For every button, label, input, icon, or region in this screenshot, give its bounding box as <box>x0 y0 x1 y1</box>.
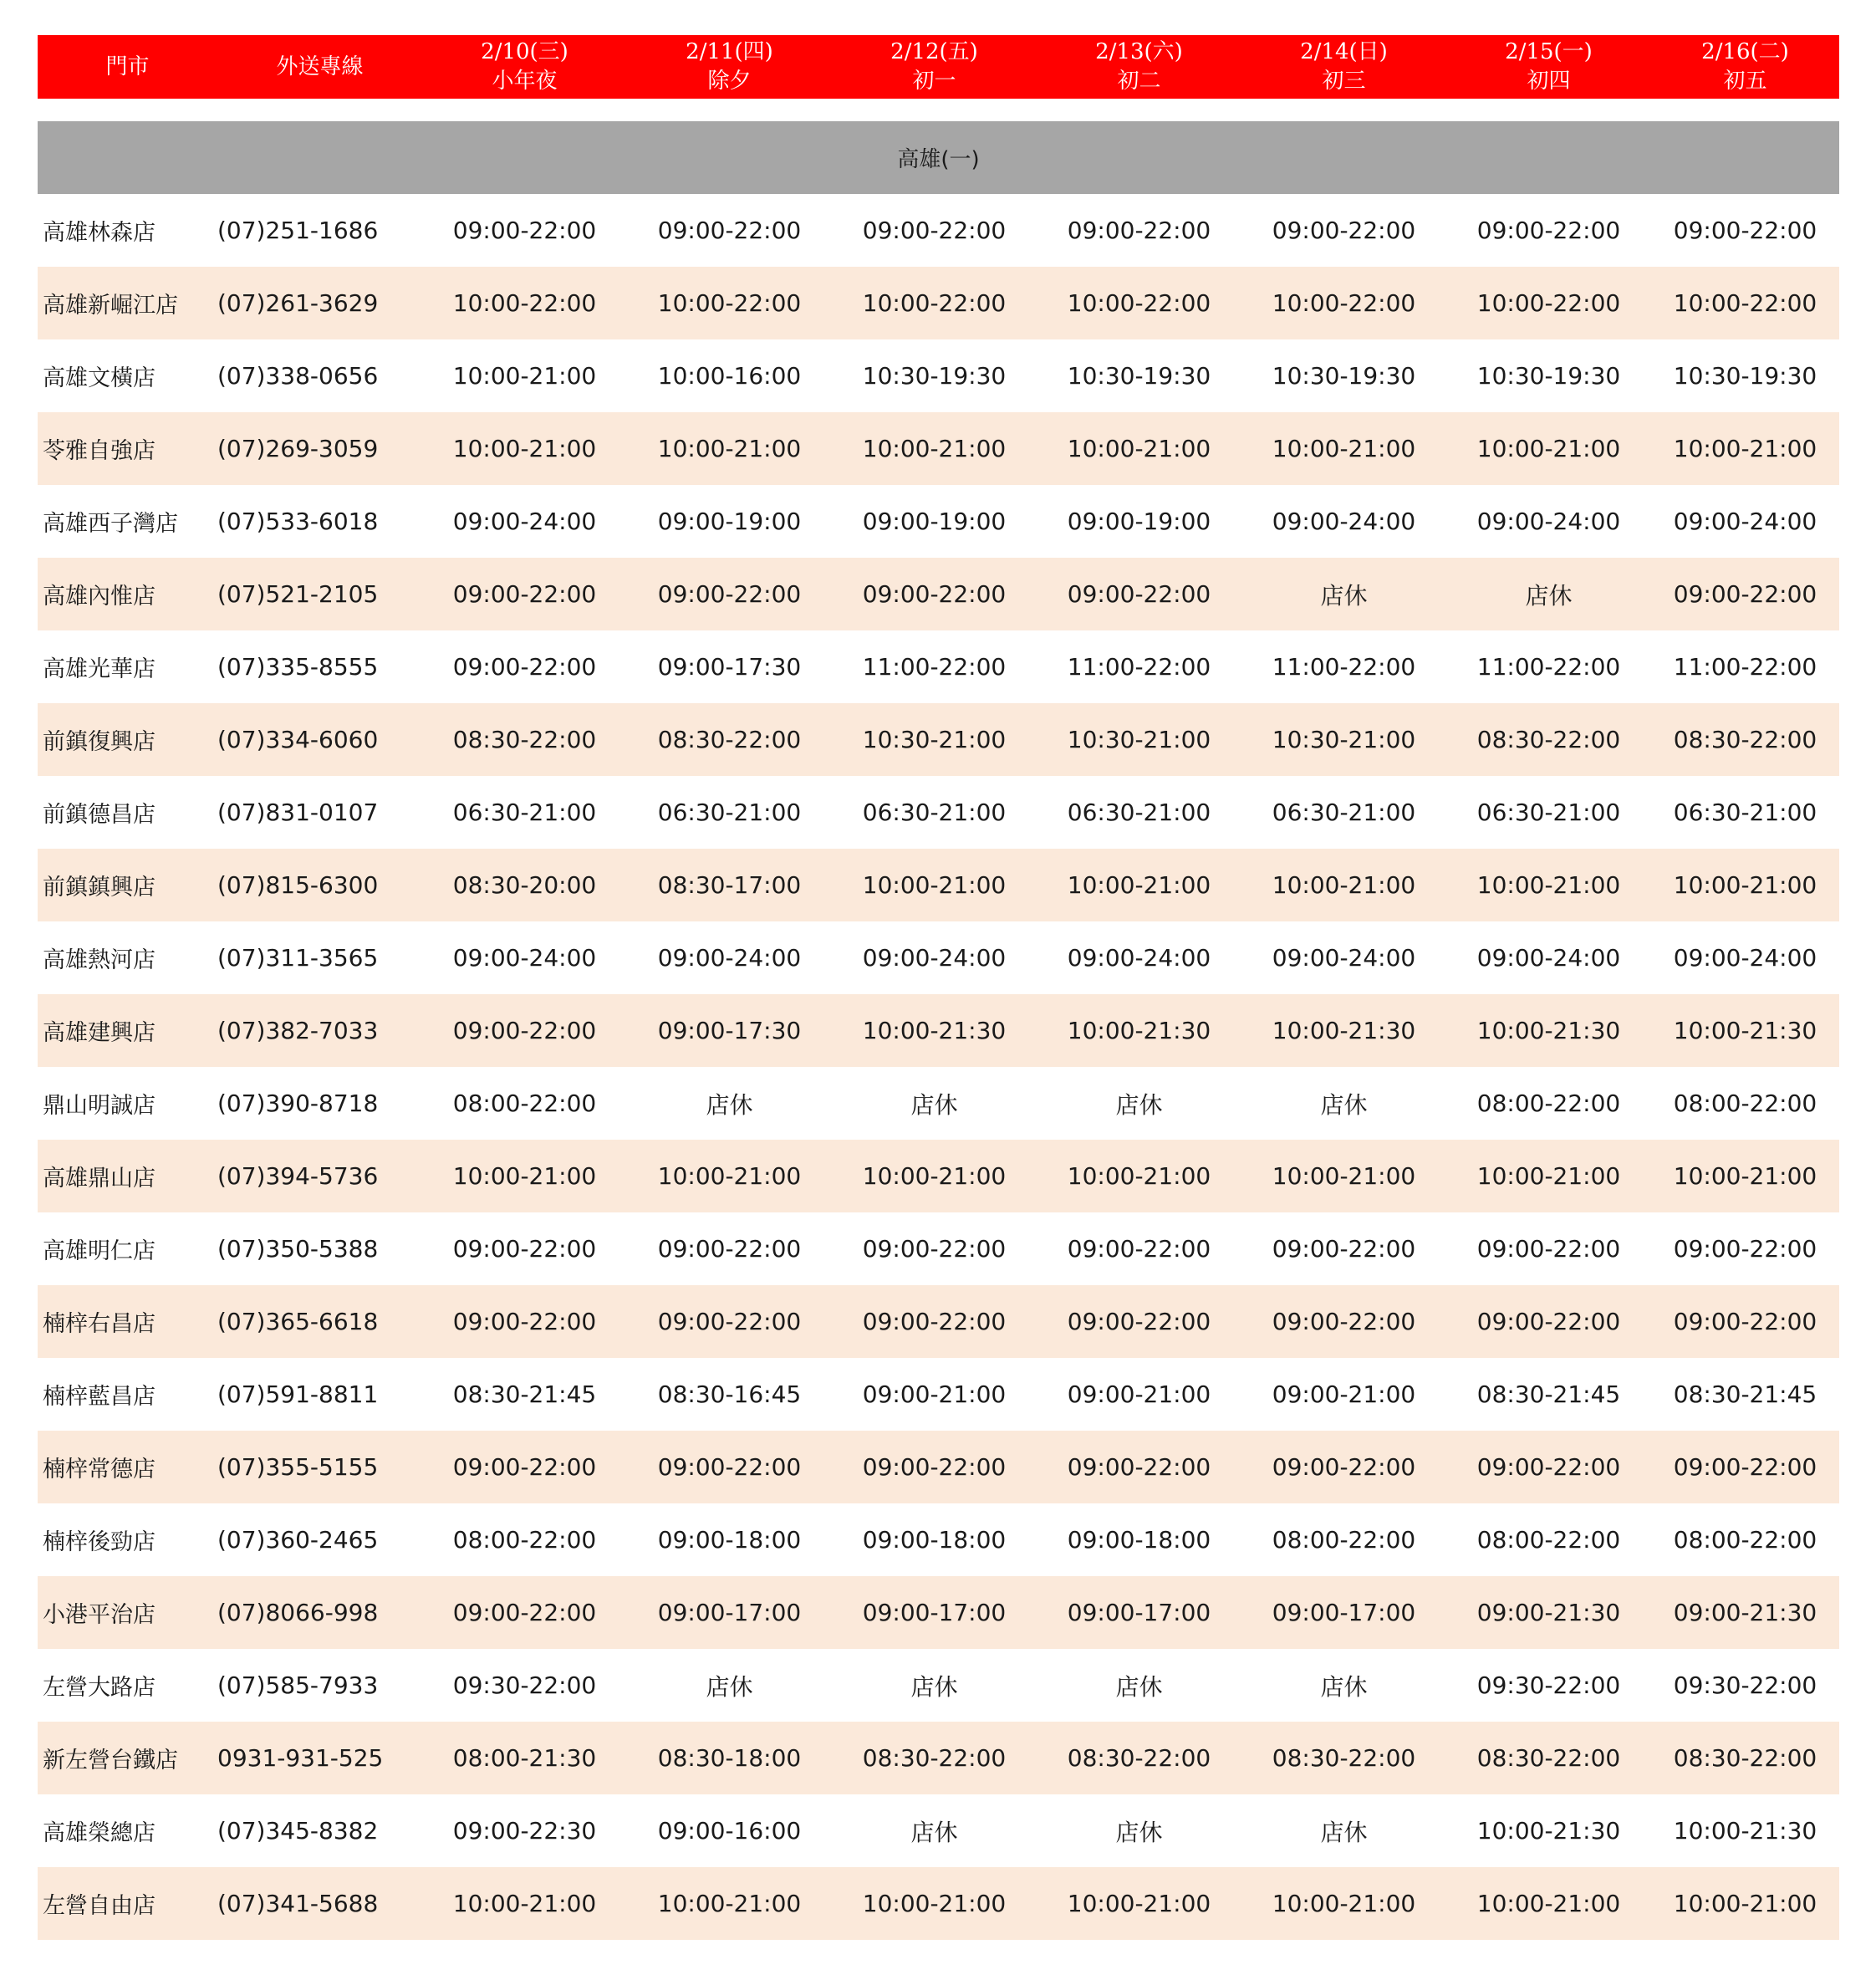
opening-hours: 09:00-22:00 <box>452 1453 597 1481</box>
opening-hours: 10:00-22:00 <box>1067 289 1211 317</box>
delivery-phone: (07)382-7033 <box>217 1017 379 1044</box>
opening-hours: 08:30-22:00 <box>1476 726 1621 753</box>
header-day <box>1651 35 1839 99</box>
table-row <box>38 194 1839 267</box>
delivery-phone: (07)394-5736 <box>217 1162 379 1190</box>
opening-hours: 10:00-21:00 <box>862 871 1007 899</box>
opening-hours: 09:00-18:00 <box>862 1526 1007 1554</box>
table-row <box>38 1358 1839 1431</box>
header-day-date: 2/11(四) <box>686 39 773 64</box>
opening-hours: 09:00-18:00 <box>657 1526 802 1554</box>
store-name: 左營自由店 <box>43 1893 155 1919</box>
opening-hours: 10:00-21:30 <box>1272 1017 1416 1044</box>
table-header <box>38 35 1839 99</box>
opening-hours: 09:00-22:00 <box>862 1235 1007 1263</box>
opening-hours: 10:00-21:30 <box>1067 1017 1211 1044</box>
opening-hours: 09:00-22:00 <box>452 1017 597 1044</box>
store-name: 前鎮德昌店 <box>43 802 155 828</box>
opening-hours: 10:00-21:00 <box>1673 1890 1817 1917</box>
opening-hours: 09:00-17:00 <box>1067 1599 1211 1626</box>
opening-hours: 09:00-22:00 <box>1476 217 1621 244</box>
delivery-phone: (07)591-8811 <box>217 1380 379 1408</box>
opening-hours: 09:00-22:00 <box>1673 1235 1817 1263</box>
opening-hours: 09:00-22:00 <box>1673 580 1817 608</box>
delivery-phone: (07)360-2465 <box>217 1526 379 1554</box>
opening-hours: 10:00-21:00 <box>1272 1890 1416 1917</box>
opening-hours: 09:00-22:00 <box>657 1453 802 1481</box>
opening-hours: 10:00-22:00 <box>1476 289 1621 317</box>
header-day-label: 除夕 <box>707 69 752 94</box>
opening-hours: 08:30-22:00 <box>657 726 802 753</box>
opening-hours: 08:30-22:00 <box>1673 1744 1817 1772</box>
opening-hours: 09:00-22:00 <box>862 580 1007 608</box>
opening-hours: 08:30-22:00 <box>1476 1744 1621 1772</box>
opening-hours: 08:30-17:00 <box>657 871 802 899</box>
delivery-phone: (07)350-5388 <box>217 1235 379 1263</box>
store-name: 高雄建興店 <box>43 1020 155 1046</box>
opening-hours: 店休 <box>1320 1672 1368 1701</box>
store-name: 高雄光華店 <box>43 656 155 682</box>
store-name: 前鎮鎮興店 <box>43 875 155 901</box>
header-day-label: 初二 <box>1117 69 1161 94</box>
opening-hours: 09:00-22:00 <box>1673 1453 1817 1481</box>
opening-hours: 09:00-22:00 <box>1067 217 1211 244</box>
opening-hours: 09:00-22:00 <box>1067 580 1211 608</box>
opening-hours: 10:00-21:00 <box>1476 1162 1621 1190</box>
opening-hours: 09:30-22:00 <box>452 1671 597 1699</box>
opening-hours: 09:00-24:00 <box>1673 508 1817 535</box>
opening-hours: 09:00-21:30 <box>1476 1599 1621 1626</box>
opening-hours: 10:30-19:30 <box>1067 362 1211 390</box>
opening-hours: 09:00-22:00 <box>1272 1308 1416 1335</box>
store-name: 楠梓右昌店 <box>43 1311 155 1337</box>
delivery-phone: (07)269-3059 <box>217 435 379 462</box>
opening-hours: 09:00-22:00 <box>657 580 802 608</box>
delivery-phone: (07)365-6618 <box>217 1308 379 1335</box>
opening-hours: 08:30-22:00 <box>452 726 597 753</box>
opening-hours: 10:00-21:00 <box>1272 1162 1416 1190</box>
opening-hours: 09:00-24:00 <box>1673 944 1817 972</box>
store-name: 高雄新崛江店 <box>43 293 178 319</box>
opening-hours: 09:00-17:00 <box>657 1599 802 1626</box>
header-day-date: 2/13(六) <box>1095 39 1183 64</box>
table-row <box>38 412 1839 485</box>
store-name: 楠梓後勁店 <box>43 1529 155 1555</box>
header-day-date: 2/16(二) <box>1701 39 1789 64</box>
opening-hours: 10:30-19:30 <box>1476 362 1621 390</box>
opening-hours: 06:30-21:00 <box>1272 799 1416 826</box>
table-row <box>38 994 1839 1067</box>
opening-hours: 06:30-21:00 <box>657 799 802 826</box>
opening-hours: 店休 <box>910 1672 958 1701</box>
opening-hours: 08:30-20:00 <box>452 871 597 899</box>
delivery-phone: (07)355-5155 <box>217 1453 379 1481</box>
table-row <box>38 1867 1839 1940</box>
opening-hours: 09:00-22:00 <box>862 1308 1007 1335</box>
store-name: 前鎮復興店 <box>43 729 155 755</box>
delivery-phone: (07)341-5688 <box>217 1890 379 1917</box>
opening-hours: 10:00-21:00 <box>862 435 1007 462</box>
opening-hours: 店休 <box>910 1090 958 1119</box>
opening-hours: 08:30-18:00 <box>657 1744 802 1772</box>
opening-hours: 10:00-21:30 <box>1673 1017 1817 1044</box>
opening-hours: 10:00-21:00 <box>657 435 802 462</box>
delivery-phone: (07)334-6060 <box>217 726 379 753</box>
opening-hours: 11:00-22:00 <box>1067 653 1211 681</box>
store-name: 高雄熱河店 <box>43 947 155 973</box>
delivery-phone: (07)831-0107 <box>217 799 379 826</box>
opening-hours: 09:00-22:00 <box>1476 1308 1621 1335</box>
opening-hours: 10:00-22:00 <box>452 289 597 317</box>
opening-hours: 10:30-19:30 <box>862 362 1007 390</box>
opening-hours: 09:00-22:00 <box>452 1599 597 1626</box>
delivery-phone: (07)311-3565 <box>217 944 379 972</box>
opening-hours: 10:00-21:30 <box>1476 1017 1621 1044</box>
table-row <box>38 1431 1839 1503</box>
opening-hours: 11:00-22:00 <box>1476 653 1621 681</box>
table-row <box>38 1649 1839 1722</box>
delivery-phone: 0931-931-525 <box>217 1744 384 1772</box>
store-name: 高雄西子灣店 <box>43 511 178 537</box>
table-row <box>38 1794 1839 1867</box>
opening-hours: 10:00-21:00 <box>1272 435 1416 462</box>
opening-hours: 09:00-21:00 <box>1067 1380 1211 1408</box>
store-name: 高雄榮總店 <box>43 1820 155 1846</box>
opening-hours: 10:30-21:00 <box>1067 726 1211 753</box>
opening-hours: 10:30-19:30 <box>1673 362 1817 390</box>
delivery-phone: (07)390-8718 <box>217 1090 379 1117</box>
opening-hours: 06:30-21:00 <box>862 799 1007 826</box>
table-row <box>38 267 1839 339</box>
opening-hours: 09:00-22:00 <box>452 653 597 681</box>
opening-hours: 10:30-21:00 <box>1272 726 1416 753</box>
opening-hours: 08:30-21:45 <box>452 1380 597 1408</box>
opening-hours: 10:00-21:00 <box>1673 1162 1817 1190</box>
store-name: 新左營台鐵店 <box>43 1748 178 1773</box>
opening-hours: 10:00-21:00 <box>1476 871 1621 899</box>
opening-hours: 10:00-21:30 <box>1673 1817 1817 1845</box>
table-row <box>38 1067 1839 1140</box>
opening-hours: 09:00-22:00 <box>1067 1308 1211 1335</box>
opening-hours: 08:30-22:00 <box>1067 1744 1211 1772</box>
header-day <box>1037 35 1241 99</box>
opening-hours: 09:00-24:00 <box>1476 944 1621 972</box>
opening-hours: 09:00-18:00 <box>1067 1526 1211 1554</box>
opening-hours: 08:00-22:00 <box>1272 1526 1416 1554</box>
opening-hours: 10:00-21:00 <box>1067 435 1211 462</box>
opening-hours: 09:00-22:00 <box>1476 1235 1621 1263</box>
opening-hours: 09:00-21:30 <box>1673 1599 1817 1626</box>
opening-hours: 09:00-24:00 <box>452 508 597 535</box>
store-name: 高雄鼎山店 <box>43 1166 155 1192</box>
opening-hours: 08:30-21:45 <box>1476 1380 1621 1408</box>
delivery-phone: (07)251-1686 <box>217 217 379 244</box>
opening-hours: 10:00-22:00 <box>657 289 802 317</box>
header-day-date: 2/10(三) <box>481 39 568 64</box>
opening-hours: 10:00-21:30 <box>1476 1817 1621 1845</box>
opening-hours: 08:00-22:00 <box>1673 1090 1817 1117</box>
opening-hours: 09:00-22:00 <box>657 217 802 244</box>
opening-hours: 10:00-21:00 <box>657 1162 802 1190</box>
opening-hours: 店休 <box>910 1818 958 1846</box>
header-day-label: 初一 <box>912 69 956 94</box>
delivery-phone: (07)261-3629 <box>217 289 379 317</box>
header-day <box>1446 35 1651 99</box>
header-day <box>1241 35 1446 99</box>
store-name: 苓雅自強店 <box>43 438 155 464</box>
opening-hours: 06:30-21:00 <box>452 799 597 826</box>
opening-hours: 10:00-21:00 <box>452 362 597 390</box>
opening-hours: 09:00-22:00 <box>452 1308 597 1335</box>
table-row <box>38 1576 1839 1649</box>
delivery-phone: (07)8066-998 <box>217 1599 379 1626</box>
opening-hours: 10:00-21:00 <box>1067 1890 1211 1917</box>
opening-hours: 10:00-21:00 <box>657 1890 802 1917</box>
opening-hours: 09:00-19:00 <box>862 508 1007 535</box>
opening-hours: 09:00-22:00 <box>862 217 1007 244</box>
table-row <box>38 1140 1839 1212</box>
header-day-label: 初五 <box>1723 69 1767 94</box>
table-body <box>38 194 1839 1940</box>
opening-hours: 09:00-22:00 <box>1067 1453 1211 1481</box>
store-name: 楠梓常德店 <box>43 1457 155 1483</box>
opening-hours: 09:00-22:00 <box>1272 1235 1416 1263</box>
opening-hours: 09:00-22:00 <box>1067 1235 1211 1263</box>
opening-hours: 09:00-22:00 <box>452 217 597 244</box>
store-name: 高雄內惟店 <box>43 584 155 610</box>
opening-hours: 09:00-17:30 <box>657 1017 802 1044</box>
opening-hours: 09:00-21:00 <box>862 1380 1007 1408</box>
opening-hours: 08:30-22:00 <box>1272 1744 1416 1772</box>
opening-hours: 09:00-17:30 <box>657 653 802 681</box>
opening-hours: 10:00-21:00 <box>1476 1890 1621 1917</box>
opening-hours: 09:00-22:00 <box>1476 1453 1621 1481</box>
opening-hours: 10:00-22:00 <box>1272 289 1416 317</box>
table-row <box>38 1503 1839 1576</box>
store-name: 楠梓藍昌店 <box>43 1384 155 1410</box>
header-phone: 外送專線 <box>276 54 364 79</box>
opening-hours: 08:00-22:00 <box>1673 1526 1817 1554</box>
opening-hours: 09:00-21:00 <box>1272 1380 1416 1408</box>
opening-hours: 10:00-21:00 <box>1067 871 1211 899</box>
opening-hours: 10:00-21:00 <box>1272 871 1416 899</box>
store-hours-table <box>38 35 1839 1940</box>
delivery-phone: (07)345-8382 <box>217 1817 379 1845</box>
header-day <box>627 35 832 99</box>
opening-hours: 09:00-24:00 <box>657 944 802 972</box>
opening-hours: 06:30-21:00 <box>1067 799 1211 826</box>
table-row <box>38 1212 1839 1285</box>
opening-hours: 09:00-19:00 <box>657 508 802 535</box>
opening-hours: 10:00-21:00 <box>1673 435 1817 462</box>
opening-hours: 09:00-22:30 <box>452 1817 597 1845</box>
header-day-date: 2/12(五) <box>890 39 978 64</box>
opening-hours: 10:00-22:00 <box>862 289 1007 317</box>
opening-hours: 09:00-22:00 <box>1272 1453 1416 1481</box>
opening-hours: 10:00-22:00 <box>1673 289 1817 317</box>
opening-hours: 10:00-21:00 <box>1067 1162 1211 1190</box>
store-name: 左營大路店 <box>43 1675 155 1701</box>
opening-hours: 09:00-24:00 <box>452 944 597 972</box>
opening-hours: 08:00-22:00 <box>452 1090 597 1117</box>
opening-hours: 10:00-21:00 <box>862 1890 1007 1917</box>
opening-hours: 09:30-22:00 <box>1673 1671 1817 1699</box>
table-row <box>38 630 1839 703</box>
store-name: 小港平治店 <box>43 1602 155 1628</box>
opening-hours: 09:00-24:00 <box>1476 508 1621 535</box>
table-row <box>38 558 1839 630</box>
header-day-label: 初三 <box>1322 69 1366 94</box>
opening-hours: 09:00-19:00 <box>1067 508 1211 535</box>
opening-hours: 店休 <box>1320 1090 1368 1119</box>
table-row <box>38 1285 1839 1358</box>
header-day-label: 初四 <box>1527 69 1571 94</box>
table-row <box>38 485 1839 558</box>
header-day-label: 小年夜 <box>492 69 558 94</box>
opening-hours: 10:00-21:30 <box>862 1017 1007 1044</box>
store-name: 高雄明仁店 <box>43 1238 155 1264</box>
opening-hours: 10:00-21:00 <box>452 1162 597 1190</box>
opening-hours: 08:30-21:45 <box>1673 1380 1817 1408</box>
opening-hours: 09:00-24:00 <box>1272 944 1416 972</box>
opening-hours: 10:00-21:00 <box>452 1890 597 1917</box>
header-day-date: 2/15(一) <box>1505 39 1593 64</box>
store-name: 鼎山明誠店 <box>43 1093 155 1119</box>
table-row <box>38 849 1839 921</box>
opening-hours: 店休 <box>706 1672 753 1701</box>
store-name: 高雄林森店 <box>43 220 155 246</box>
opening-hours: 09:00-24:00 <box>1272 508 1416 535</box>
opening-hours: 10:30-21:00 <box>862 726 1007 753</box>
opening-hours: 11:00-22:00 <box>862 653 1007 681</box>
table-row <box>38 339 1839 412</box>
opening-hours: 09:30-22:00 <box>1476 1671 1621 1699</box>
opening-hours: 08:30-16:45 <box>657 1380 802 1408</box>
opening-hours: 11:00-22:00 <box>1673 653 1817 681</box>
header-day <box>422 35 627 99</box>
table-row <box>38 1722 1839 1794</box>
opening-hours: 06:30-21:00 <box>1673 799 1817 826</box>
table-row <box>38 703 1839 776</box>
opening-hours: 08:00-22:00 <box>1476 1526 1621 1554</box>
opening-hours: 10:00-16:00 <box>657 362 802 390</box>
header-day <box>832 35 1037 99</box>
opening-hours: 09:00-22:00 <box>1673 1308 1817 1335</box>
opening-hours: 10:00-21:00 <box>1673 871 1817 899</box>
opening-hours: 08:00-22:00 <box>1476 1090 1621 1117</box>
opening-hours: 09:00-22:00 <box>657 1235 802 1263</box>
opening-hours: 10:30-19:30 <box>1272 362 1416 390</box>
opening-hours: 09:00-22:00 <box>452 580 597 608</box>
delivery-phone: (07)335-8555 <box>217 653 379 681</box>
delivery-phone: (07)815-6300 <box>217 871 379 899</box>
opening-hours: 店休 <box>1115 1818 1163 1846</box>
header-day-date: 2/14(日) <box>1300 39 1388 64</box>
opening-hours: 08:00-22:00 <box>452 1526 597 1554</box>
opening-hours: 09:00-24:00 <box>862 944 1007 972</box>
delivery-phone: (07)585-7933 <box>217 1671 379 1699</box>
delivery-phone: (07)533-6018 <box>217 508 379 535</box>
opening-hours: 08:30-22:00 <box>862 1744 1007 1772</box>
opening-hours: 店休 <box>1320 1818 1368 1846</box>
opening-hours: 店休 <box>1320 581 1368 610</box>
opening-hours: 店休 <box>1525 581 1573 610</box>
opening-hours: 11:00-22:00 <box>1272 653 1416 681</box>
opening-hours: 10:00-21:00 <box>452 435 597 462</box>
opening-hours: 09:00-22:00 <box>1673 217 1817 244</box>
opening-hours: 09:00-24:00 <box>1067 944 1211 972</box>
section-header: 高雄(一) <box>38 121 1839 194</box>
opening-hours: 店休 <box>1115 1090 1163 1119</box>
delivery-phone: (07)521-2105 <box>217 580 379 608</box>
opening-hours: 08:00-21:30 <box>452 1744 597 1772</box>
opening-hours: 09:00-22:00 <box>1272 217 1416 244</box>
opening-hours: 06:30-21:00 <box>1476 799 1621 826</box>
opening-hours: 08:30-22:00 <box>1673 726 1817 753</box>
opening-hours: 店休 <box>1115 1672 1163 1701</box>
table-row <box>38 776 1839 849</box>
opening-hours: 09:00-17:00 <box>1272 1599 1416 1626</box>
opening-hours: 店休 <box>706 1090 753 1119</box>
delivery-phone: (07)338-0656 <box>217 362 379 390</box>
store-name: 高雄文橫店 <box>43 365 155 391</box>
table-row <box>38 921 1839 994</box>
opening-hours: 09:00-16:00 <box>657 1817 802 1845</box>
opening-hours: 09:00-22:00 <box>657 1308 802 1335</box>
opening-hours: 10:00-21:00 <box>862 1162 1007 1190</box>
opening-hours: 10:00-21:00 <box>1476 435 1621 462</box>
opening-hours: 09:00-17:00 <box>862 1599 1007 1626</box>
header-store: 門市 <box>105 54 150 79</box>
opening-hours: 09:00-22:00 <box>452 1235 597 1263</box>
opening-hours: 09:00-22:00 <box>862 1453 1007 1481</box>
